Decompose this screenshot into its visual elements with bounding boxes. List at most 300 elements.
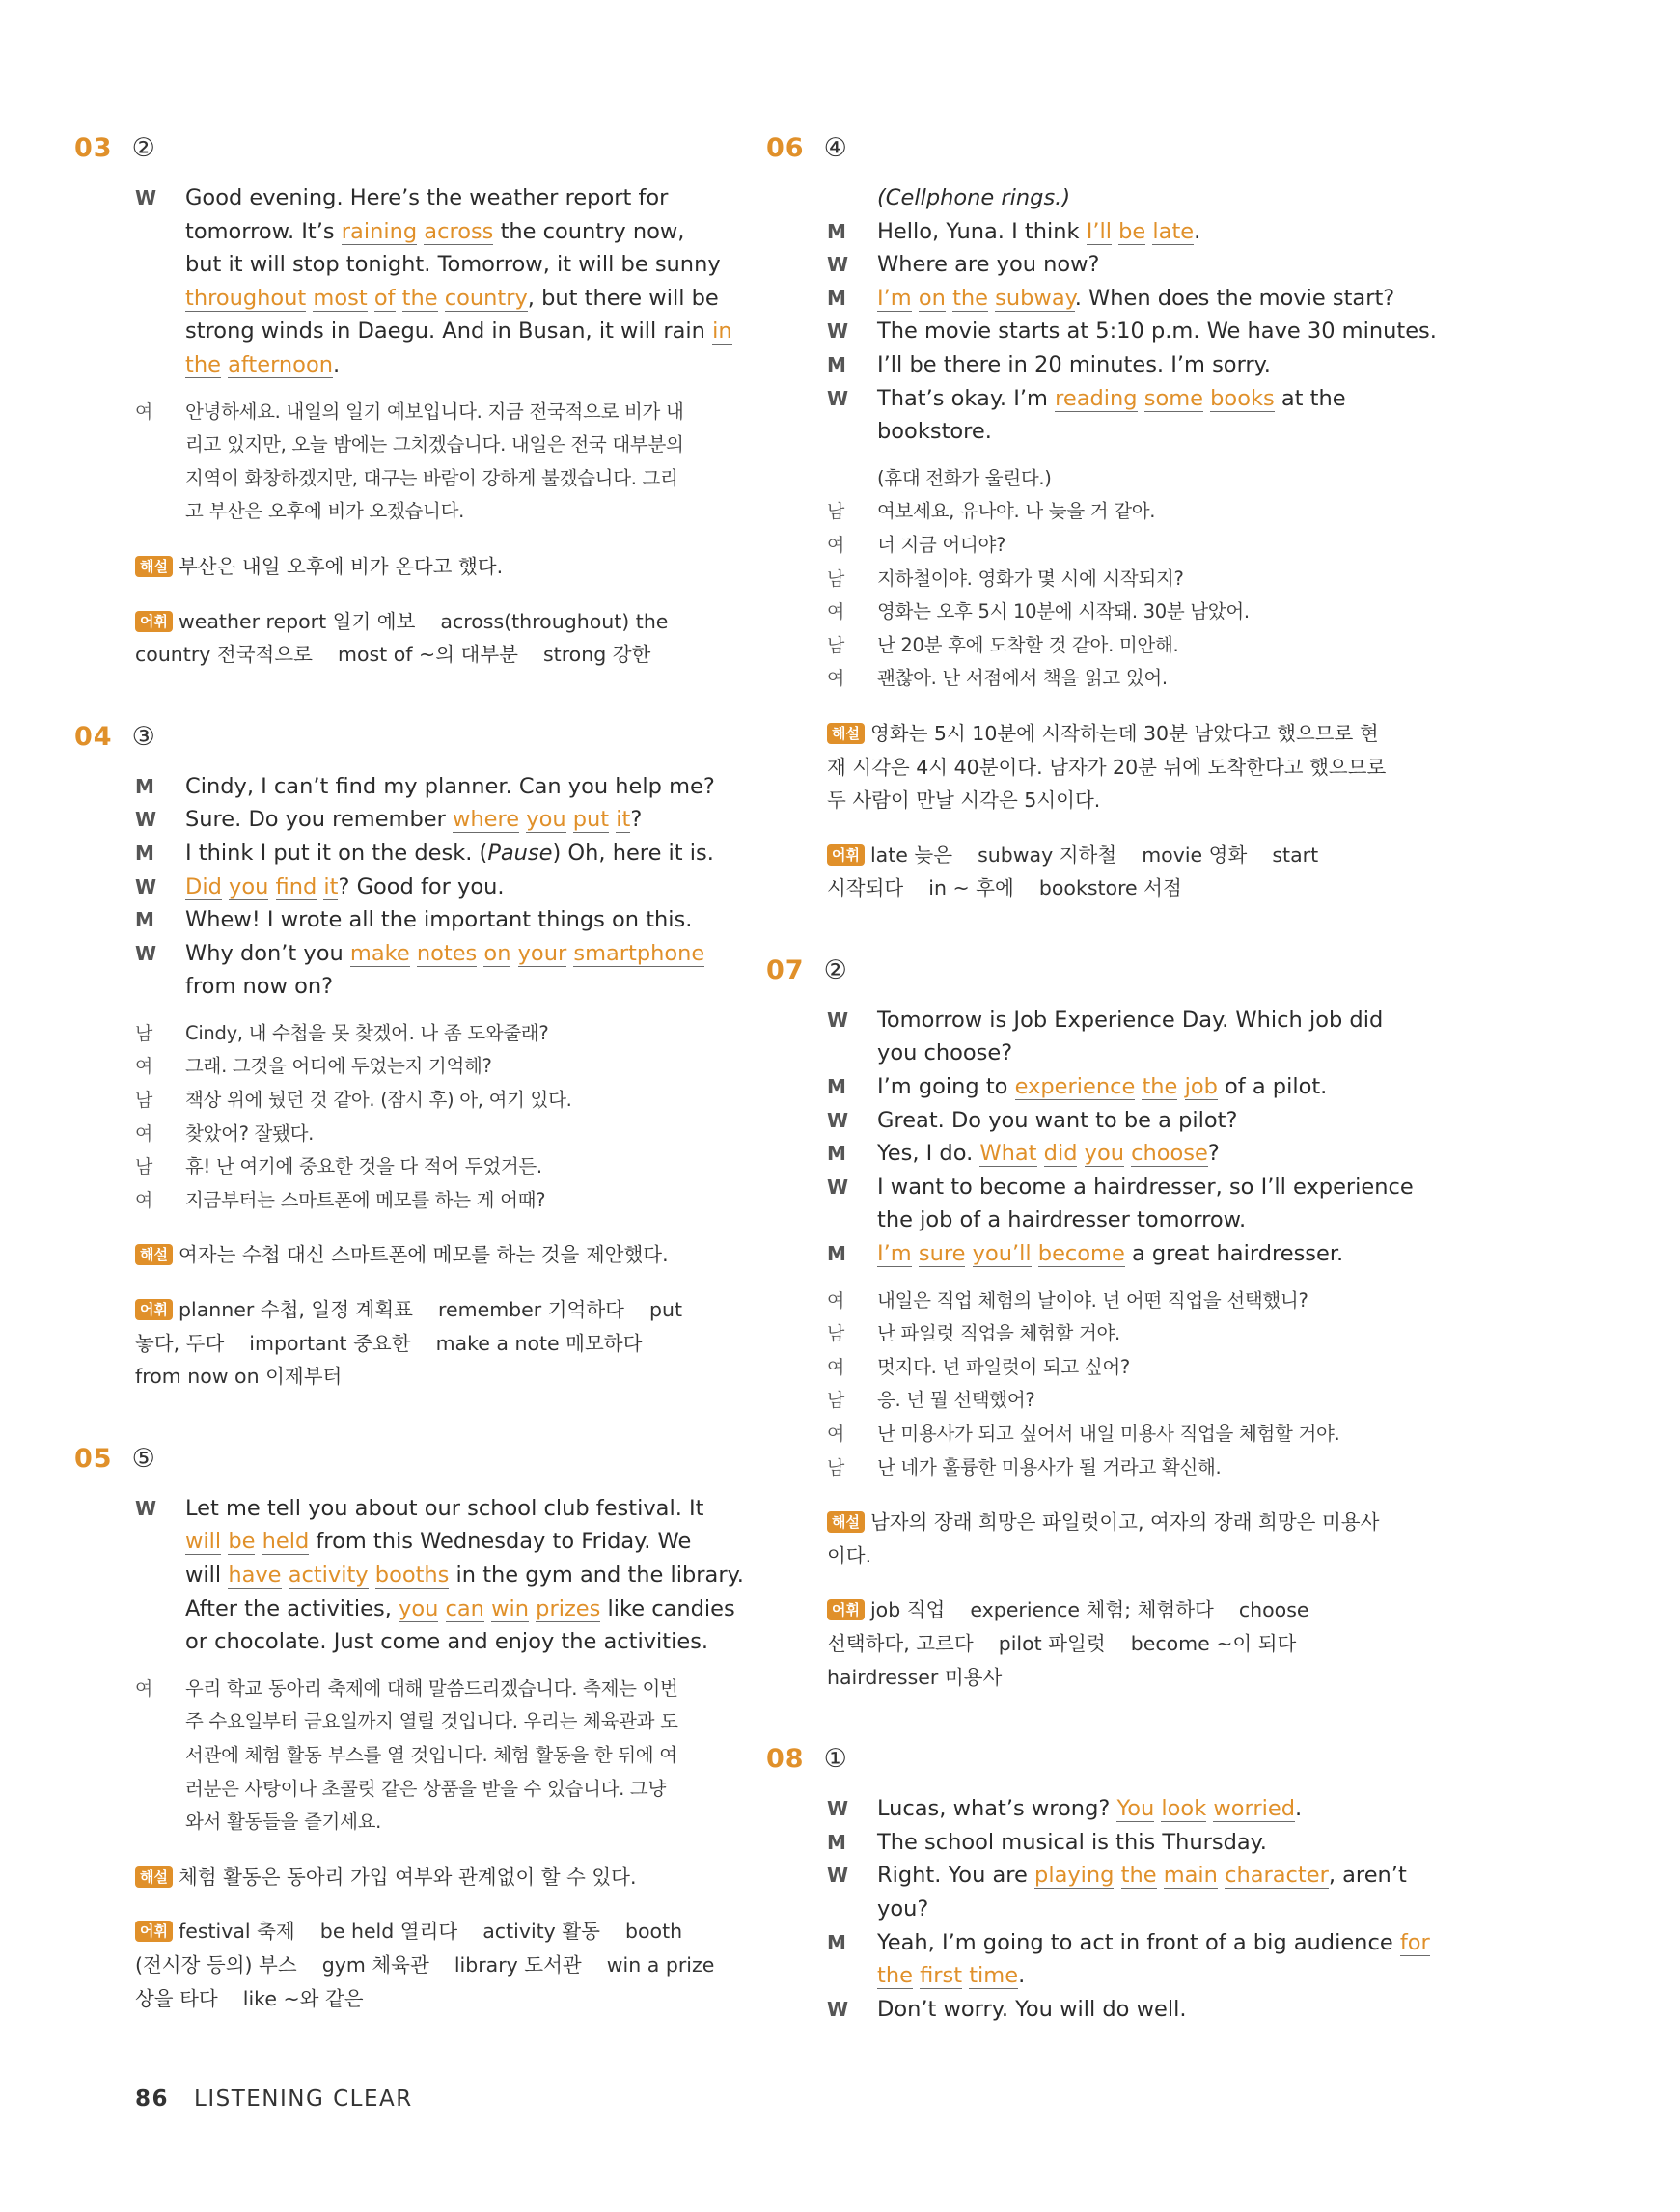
- blank-answer: where: [453, 807, 520, 833]
- dialogue-line: [135, 1559, 744, 1592]
- korean-text: 난 미용사가 되고 싶어서 내일 미용사 직업을 체험할 거야.: [877, 1423, 1340, 1445]
- vocab-tag: 어휘: [827, 844, 865, 866]
- korean-text: 주 수요일부터 금요일까지 열릴 것입니다. 우리는 체육관과 도: [185, 1710, 678, 1733]
- korean-text: 그래. 그것을 어디에 두었는지 기억해?: [185, 1055, 492, 1078]
- blank-answer: held: [262, 1529, 310, 1555]
- section-04: [74, 721, 715, 1394]
- speaker-label: M: [827, 352, 846, 376]
- speaker-label-korean: 여: [135, 1189, 153, 1211]
- explanation-tag: 해설: [827, 1511, 865, 1533]
- blank-answer: books: [1210, 385, 1275, 411]
- speaker-label-korean: 여: [827, 601, 845, 623]
- korean-line: [135, 1806, 714, 1839]
- blank-answer: your: [517, 940, 567, 966]
- speaker-label-korean: 여: [135, 1677, 153, 1700]
- section-header: [74, 1444, 714, 1482]
- explanation-text: 두 사람이 만날 시각은 5시이다.: [827, 788, 1101, 813]
- korean-line: [827, 563, 1406, 596]
- blank-answer: I’ll: [1086, 218, 1112, 244]
- speaker-label-korean: 남: [135, 1090, 153, 1112]
- blank-answer: it: [616, 807, 631, 833]
- dialogue-line: [135, 803, 714, 837]
- korean-text: 책상 위에 뒀던 것 같아. (잠시 후) 아, 여기 있다.: [185, 1089, 572, 1112]
- speaker-label-korean: 여: [135, 401, 153, 423]
- dialogue-line: [827, 1037, 1406, 1070]
- blank-answer: the: [401, 285, 438, 311]
- speaker-label-korean: 여: [135, 1122, 153, 1145]
- korean-text: 난 파일럿 직업을 체험할 거야.: [877, 1322, 1120, 1345]
- page-footer: [135, 2087, 413, 2112]
- blank-answer: in: [712, 318, 732, 345]
- vocabulary: [135, 605, 714, 672]
- text-segment: Don’t worry. You will do well.: [877, 1996, 1187, 2022]
- blank-answer: smartphone: [573, 940, 705, 966]
- korean-text: 우리 학교 동아리 축제에 대해 말씀드리겠습니다. 축제는 이번: [185, 1676, 678, 1700]
- vocabulary: [135, 1915, 714, 2015]
- korean-text: 여보세요, 유나야. 나 늦을 거 같아.: [877, 500, 1156, 523]
- korean-line: [827, 1384, 1406, 1418]
- speaker-label-korean: 남: [827, 567, 845, 590]
- explanation-text: 이다.: [827, 1543, 872, 1567]
- speaker-label: W: [135, 808, 157, 832]
- dialogue-line: [135, 937, 714, 971]
- speaker-label: W: [827, 1797, 849, 1821]
- blank-answer: I’m: [877, 285, 912, 311]
- dialogue-line: [827, 1203, 1406, 1237]
- text-segment: I’ll be there in 20 minutes. I’m sorry.: [877, 351, 1271, 377]
- blank-answer: playing: [1034, 1863, 1115, 1889]
- text-segment: I’m going to: [877, 1074, 1015, 1100]
- blank-answer: Did: [185, 873, 222, 899]
- blank-answer: of: [373, 285, 396, 311]
- text-segment: or chocolate. Just come and enjoy the activities.: [185, 1629, 709, 1655]
- blank-answer: You: [1116, 1796, 1155, 1822]
- korean-text: 러분은 사탕이나 초콜릿 같은 상품을 받을 수 있습니다. 그냥: [185, 1777, 666, 1800]
- korean-line: [827, 529, 1406, 563]
- korean-text: 영화는 오후 5시 10분에 시작돼. 30분 남았어.: [877, 600, 1250, 623]
- text-segment: of a pilot.: [1217, 1074, 1328, 1100]
- section-header: [766, 955, 1406, 994]
- text-segment: Great. Do you want to be a pilot?: [877, 1107, 1238, 1133]
- korean-line: [135, 1673, 714, 1706]
- blank-answer: main: [1163, 1863, 1218, 1889]
- vocabulary: [827, 1593, 1406, 1694]
- text-segment: [1077, 1141, 1084, 1166]
- blank-answer: activity: [288, 1562, 369, 1588]
- vocab-tag: 어휘: [135, 1921, 173, 1942]
- vocab-text: 선택하다, 고르다 pilot 파일럿 become ~이 되다: [827, 1631, 1297, 1655]
- explanation-tag: 해설: [827, 723, 865, 744]
- question-number: 06: [766, 133, 805, 163]
- dialogue-line: [827, 1104, 1406, 1138]
- text-segment: [410, 941, 417, 966]
- korean-line: [135, 1150, 714, 1184]
- dialogue-korean: [135, 396, 714, 529]
- dialogue-line: [135, 1492, 714, 1526]
- text-segment: [1177, 1074, 1184, 1099]
- blank-answer: job: [1184, 1074, 1218, 1100]
- vocabulary: [827, 839, 1406, 905]
- question-number: 07: [766, 954, 805, 985]
- korean-text: 지금부터는 스마트폰에 메모를 하는 게 어때?: [185, 1188, 546, 1211]
- dialogue-line: [135, 871, 714, 904]
- explanation: [135, 550, 714, 584]
- korean-text: 서관에 체험 활동 부스를 열 것입니다. 체험 활동을 한 뒤에 여: [185, 1743, 677, 1766]
- text-segment: Why don’t you: [185, 940, 350, 966]
- vocab-tag: 어휘: [827, 1599, 865, 1620]
- dialogue-line: [135, 315, 732, 348]
- explanation-text: 부산은 내일 오후에 비가 온다고 했다.: [178, 554, 504, 578]
- answer-choice: ①: [823, 1744, 847, 1775]
- explanation-text: 재 시각은 4시 40분이다. 남자가 20분 뒤에 도착한다고 했으므로: [827, 755, 1387, 779]
- dialogue-korean: [827, 462, 1406, 696]
- blank-answer: late: [1152, 218, 1195, 244]
- korean-text: 난 네가 훌륭한 미용사가 될 거라고 확신해.: [877, 1455, 1222, 1479]
- dialogue-english: [827, 1792, 1430, 2026]
- text-segment: Yes, I do.: [877, 1141, 980, 1167]
- explanation-text: 남자의 장래 희망은 파일럿이고, 여자의 장래 희망은 미용사: [869, 1510, 1380, 1535]
- speaker-label-korean: 남: [827, 1456, 845, 1479]
- dialogue-line: [135, 1525, 714, 1559]
- stage-direction: (Cellphone rings.): [877, 185, 1071, 210]
- korean-text: 멋지다. 넌 파일럿이 되고 싶어?: [877, 1355, 1130, 1378]
- text-segment: . When does the movie start?: [1074, 285, 1395, 311]
- text-segment: The movie starts at 5:10 p.m. We have 30 minutes.: [877, 318, 1437, 345]
- speaker-label-korean: 남: [135, 1022, 153, 1044]
- speaker-label-korean: 남: [827, 634, 845, 656]
- dialogue-line: [135, 770, 714, 804]
- book-title: LISTENING CLEAR: [194, 2087, 413, 2112]
- korean-line: [135, 1050, 714, 1084]
- dialogue-line: [827, 348, 1406, 382]
- korean-text: 리고 있지만, 오늘 밤에는 그치겠습니다. 내일은 전국 대부분의: [185, 433, 684, 456]
- korean-line: [827, 1418, 1406, 1452]
- korean-line: [135, 462, 714, 496]
- explanation-tag: 해설: [135, 1866, 173, 1888]
- section-06: [766, 133, 1437, 905]
- vocabulary: [135, 1293, 714, 1394]
- dialogue-line: [135, 837, 714, 871]
- dialogue-line: [827, 1237, 1406, 1271]
- text-segment: ? Good for you.: [338, 873, 505, 899]
- page-number: 86: [135, 2087, 170, 2112]
- text-segment: [396, 286, 402, 311]
- text-segment: strong winds in Daegu. And in Busan, it will rain: [185, 318, 713, 345]
- vocab-text: 상을 타다 like ~와 같은: [135, 1986, 364, 2010]
- text-segment: Lucas, what’s wrong?: [877, 1796, 1117, 1822]
- vocab-text: weather report 일기 예보 across(throughout) the: [178, 609, 669, 633]
- question-number: 05: [74, 1443, 113, 1474]
- blank-answer: become: [1037, 1241, 1125, 1267]
- korean-line: [135, 1705, 714, 1739]
- text-segment: [566, 807, 573, 832]
- blank-answer: the: [952, 285, 988, 311]
- speaker-label-korean: 여: [827, 668, 845, 690]
- section-header: [74, 133, 714, 172]
- korean-text: 난 20분 후에 도착할 것 같아. 미안해.: [877, 633, 1179, 656]
- vocab-text: hairdresser 미용사: [827, 1665, 1003, 1689]
- dialogue-line: [827, 1993, 1406, 2027]
- text-segment: the country now,: [493, 218, 685, 244]
- speaker-label: W: [135, 941, 157, 965]
- korean-text: 안녕하세요. 내일의 일기 예보입니다. 지금 전국적으로 비가 내: [185, 400, 684, 423]
- korean-text: (휴대 전화가 울린다.): [877, 466, 1052, 489]
- explanation-text: 여자는 수첩 대신 스마트폰에 메모를 하는 것을 제안했다.: [178, 1243, 669, 1267]
- dialogue-line: [135, 903, 714, 937]
- dialogue-line: [827, 181, 1406, 215]
- dialogue-korean: [135, 1673, 714, 1839]
- korean-line: [135, 1739, 714, 1773]
- text-segment: tomorrow. It’s: [185, 218, 342, 244]
- korean-line: [827, 595, 1406, 629]
- korean-line: [135, 1773, 714, 1807]
- blank-answer: win: [491, 1595, 530, 1621]
- text-segment: After the activities,: [185, 1595, 399, 1621]
- speaker-label: M: [135, 908, 154, 932]
- speaker-label: W: [827, 1175, 849, 1199]
- question-number: 03: [74, 133, 113, 163]
- dialogue-korean: [827, 1285, 1406, 1485]
- answer-choice: ⑤: [131, 1443, 155, 1474]
- speaker-label: M: [135, 841, 154, 865]
- korean-text: 응. 넌 뭘 선택했어?: [877, 1389, 1035, 1412]
- text-segment: .: [1295, 1796, 1303, 1822]
- korean-text: 내일은 직업 체험의 날이야. 넌 어떤 직업을 선택했니?: [877, 1288, 1308, 1312]
- dialogue-line: [827, 1070, 1406, 1104]
- blank-answer: the: [1120, 1863, 1157, 1889]
- vocab-text: planner 수첩, 일정 계획표 remember 기억하다 put: [178, 1298, 683, 1322]
- text-segment: That’s okay. I’m: [877, 385, 1056, 411]
- text-segment: [438, 286, 445, 311]
- text-segment: .: [332, 351, 341, 377]
- text-segment: [282, 1562, 289, 1588]
- korean-line: [135, 429, 714, 462]
- text-segment: [965, 1241, 972, 1266]
- text-segment: at the: [1274, 385, 1346, 411]
- dialogue-line: [827, 1893, 1406, 1926]
- text-segment: Tomorrow is Job Experience Day. Which job did: [877, 1007, 1384, 1033]
- speaker-label-korean: 여: [827, 1356, 845, 1378]
- dialogue-korean: [135, 1017, 714, 1218]
- text-segment: Hello, Yuna. I think: [877, 218, 1087, 244]
- text-segment: from this Wednesday to Friday. We: [309, 1529, 692, 1555]
- dialogue-line: [135, 348, 714, 382]
- explanation: [135, 1861, 714, 1894]
- blank-answer: have: [228, 1562, 282, 1588]
- text-segment: [368, 286, 374, 311]
- right-column: [766, 133, 1437, 2076]
- text-segment: will: [185, 1562, 229, 1588]
- vocab-text: 시작되다 in ~ 후에 bookstore 서점: [827, 876, 1182, 900]
- text-segment: Let me tell you about our school club festival. It: [185, 1495, 704, 1521]
- speaker-label: M: [827, 1075, 846, 1099]
- blank-answer: you: [1084, 1141, 1124, 1167]
- dialogue-line: [827, 1137, 1406, 1171]
- dialogue-line: [827, 282, 1406, 316]
- dialogue-line: [135, 215, 714, 249]
- blank-answer: put: [572, 807, 610, 833]
- blank-answer: you’ll: [972, 1241, 1032, 1267]
- blank-answer: subway: [995, 285, 1075, 311]
- dialogue-english: [827, 181, 1437, 449]
- explanation: [827, 1506, 1406, 1572]
- blank-answer: the: [877, 1963, 913, 1989]
- text-segment: [912, 286, 919, 311]
- dialogue-english: [135, 1492, 744, 1659]
- dialogue-line: [827, 315, 1437, 348]
- dialogue-line: [827, 248, 1406, 282]
- blank-answer: can: [445, 1595, 484, 1621]
- text-segment: a great hairdresser.: [1124, 1241, 1344, 1267]
- korean-line: [135, 1184, 714, 1218]
- text-segment: the job of a hairdresser tomorrow.: [877, 1207, 1247, 1233]
- section-header: [766, 1744, 1406, 1783]
- dialogue-line: [135, 248, 721, 282]
- text-segment: in the gym and the library.: [449, 1562, 744, 1588]
- dialogue-line: [827, 215, 1406, 249]
- text-segment: [255, 1529, 262, 1554]
- speaker-label-korean: 남: [827, 1390, 845, 1412]
- blank-answer: afternoon: [228, 351, 333, 377]
- korean-line: [827, 1285, 1406, 1318]
- text-segment: like candies: [600, 1595, 735, 1621]
- blank-answer: on: [483, 940, 511, 966]
- text-segment: you?: [877, 1895, 929, 1922]
- dialogue-line: [827, 415, 1406, 449]
- answer-choice: ②: [823, 954, 847, 985]
- dialogue-line: [135, 970, 714, 1004]
- dialogue-line: [135, 181, 714, 215]
- text-segment: I think I put it on the desk. (: [185, 840, 488, 866]
- text-segment: .: [1018, 1963, 1026, 1989]
- explanation-tag: 해설: [135, 1244, 173, 1265]
- blank-answer: on: [918, 285, 946, 311]
- text-segment: [268, 874, 275, 899]
- speaker-label: M: [135, 774, 154, 798]
- explanation: [135, 1238, 714, 1272]
- blank-answer: notes: [416, 940, 478, 966]
- speaker-label-korean: 여: [135, 1056, 153, 1078]
- text-segment: [1114, 1863, 1120, 1888]
- korean-text: 지하철이야. 영화가 몇 시에 시작되지?: [877, 567, 1184, 590]
- stage-direction: Pause: [487, 840, 553, 866]
- dialogue-line: [827, 382, 1406, 416]
- dialogue-line: [135, 1592, 735, 1626]
- korean-text: 너 지금 어디야?: [877, 533, 1006, 556]
- speaker-label: M: [827, 286, 846, 310]
- text-segment: Cindy, I can’t find my planner. Can you help me?: [185, 773, 715, 799]
- vocab-text: late 늦은 subway 지하철 movie 영화 start: [869, 843, 1319, 867]
- blank-answer: throughout: [185, 285, 307, 311]
- blank-answer: be: [1118, 218, 1146, 244]
- text-segment: ?: [1207, 1141, 1220, 1167]
- speaker-label: W: [827, 319, 849, 344]
- text-segment: Good evening. Here’s the weather report for: [185, 185, 669, 210]
- dialogue-line: [827, 1826, 1406, 1860]
- dialogue-line: [827, 1792, 1406, 1826]
- text-segment: I want to become a hairdresser, so I’ll experience: [877, 1174, 1414, 1200]
- korean-text: 찾았어? 잘됐다.: [185, 1121, 315, 1145]
- section-07: [766, 954, 1414, 1694]
- korean-text: Cindy, 내 수첩을 못 찾겠어. 나 좀 도와줄래?: [185, 1021, 549, 1044]
- text-segment: [946, 286, 952, 311]
- speaker-label: W: [827, 386, 849, 410]
- dialogue-line: [827, 1859, 1406, 1893]
- text-segment: [1157, 1863, 1164, 1888]
- text-segment: [1032, 1241, 1038, 1266]
- dialogue-english: [135, 770, 714, 1004]
- explanation-text: 영화는 5시 10분에 시작하는데 30분 남았다고 했으므로 현: [869, 721, 1379, 745]
- text-segment: Where are you now?: [877, 252, 1100, 278]
- text-segment: [369, 1562, 375, 1588]
- blank-answer: choose: [1131, 1141, 1208, 1167]
- blank-answer: some: [1143, 385, 1203, 411]
- blank-answer: find: [275, 873, 317, 899]
- speaker-label: W: [135, 186, 157, 209]
- blank-answer: character: [1225, 1863, 1329, 1889]
- section-header: [74, 722, 714, 760]
- korean-line: [827, 462, 1406, 496]
- text-segment: Yeah, I’m going to act in front of a big audience: [877, 1929, 1400, 1955]
- speaker-label-korean: 여: [827, 1289, 845, 1312]
- text-segment: bookstore.: [877, 419, 992, 445]
- speaker-label: W: [135, 874, 157, 899]
- text-segment: The school musical is this Thursday.: [877, 1829, 1267, 1855]
- dialogue-line: [827, 1171, 1414, 1204]
- text-segment: , aren’t: [1328, 1863, 1407, 1889]
- text-segment: ) Oh, here it is.: [552, 840, 714, 866]
- vocab-text: festival 축제 be held 열리다 activity 활동 booth: [178, 1920, 683, 1944]
- dialogue-english: [827, 1004, 1414, 1271]
- blank-answer: time: [969, 1963, 1019, 1989]
- section-08: [766, 1744, 1430, 2026]
- blank-answer: prizes: [536, 1595, 601, 1621]
- vocab-text: country 전국적으로 most of ~의 대부분 strong 강한: [135, 643, 651, 667]
- text-segment: Sure. Do you remember: [185, 807, 453, 833]
- speaker-label: W: [827, 1108, 849, 1132]
- korean-line: [135, 1084, 714, 1118]
- korean-text: 괜찮아. 난 서점에서 책을 읽고 있어.: [877, 667, 1168, 690]
- korean-line: [135, 396, 714, 429]
- vocab-text: 놓다, 두다 important 중요한 make a note 메모하다: [135, 1331, 643, 1355]
- blank-answer: look: [1161, 1796, 1207, 1822]
- speaker-label-korean: 여: [827, 1424, 845, 1445]
- dialogue-line: [827, 1926, 1430, 1960]
- blank-answer: be: [228, 1529, 256, 1555]
- speaker-label: W: [827, 1008, 849, 1032]
- korean-line: [827, 662, 1406, 696]
- blank-answer: it: [323, 873, 339, 899]
- vocab-tag: 어휘: [135, 1299, 173, 1320]
- speaker-label: W: [827, 1997, 849, 2021]
- question-number: 04: [74, 721, 113, 752]
- speaker-label-korean: 남: [135, 1156, 153, 1178]
- blank-answer: reading: [1055, 385, 1138, 411]
- dialogue-line: [827, 1004, 1406, 1037]
- vocab-text: job 직업 experience 체험; 체험하다 choose: [869, 1598, 1309, 1622]
- blank-answer: worried: [1213, 1796, 1296, 1822]
- vocab-text: (전시장 등의) 부스 gym 체육관 library 도서관 win a prize: [135, 1952, 715, 1977]
- question-number: 08: [766, 1744, 805, 1775]
- text-segment: [222, 874, 229, 899]
- blank-answer: will: [185, 1529, 222, 1555]
- vocab-tag: 어휘: [135, 611, 173, 632]
- blank-answer: most: [313, 285, 368, 311]
- korean-line: [827, 495, 1406, 529]
- speaker-label-korean: 여: [827, 534, 845, 556]
- dialogue-line: [135, 282, 719, 316]
- speaker-label: M: [827, 1930, 846, 1954]
